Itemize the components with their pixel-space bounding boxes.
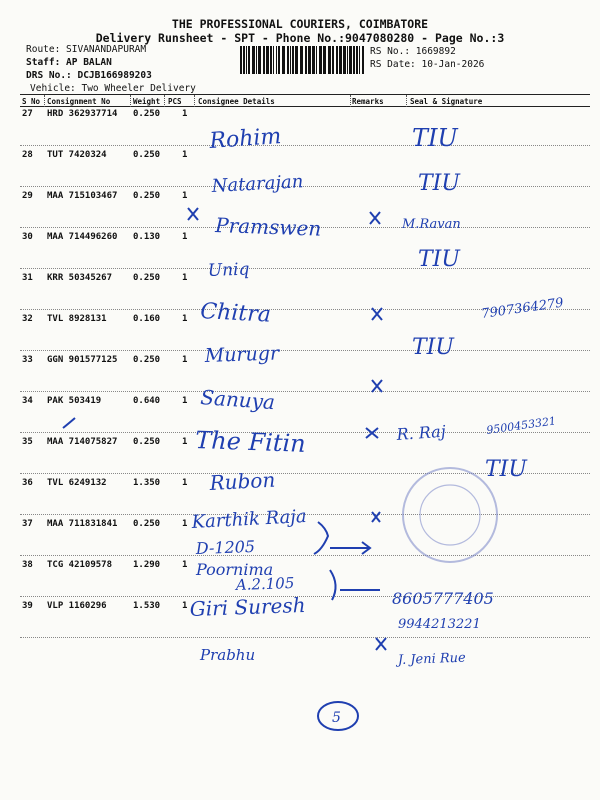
col-pcs: PCS [168, 97, 182, 106]
serial-number: 39 [22, 601, 33, 611]
handwritten-consignee-name: Sanuya [199, 385, 276, 415]
handwritten-signature-mark: R. Raj [395, 421, 447, 444]
handwritten-signature-mark: 7907364279 [480, 295, 565, 322]
handwritten-consignee-name: D-1205 [195, 536, 256, 558]
pcs-count: 1 [182, 314, 188, 324]
handwritten-consignee-name: Chitra [199, 299, 272, 328]
staff-label: Staff: AP BALAN [26, 57, 112, 68]
column-divider [406, 95, 407, 107]
consignment-number: MAA 714075827 [47, 437, 118, 447]
column-divider [164, 95, 165, 107]
rs-number: RS No.: 1669892 [370, 46, 456, 57]
weight-value: 0.250 [133, 519, 161, 529]
serial-number: 36 [22, 478, 33, 488]
serial-number: 38 [22, 560, 33, 570]
serial-number: 37 [22, 519, 33, 529]
col-consignment: Consignment No [47, 97, 111, 106]
pcs-count: 1 [182, 478, 188, 488]
handwritten-signature-mark: TIU [412, 124, 458, 152]
consignment-number: GGN 901577125 [47, 355, 118, 365]
consignment-number: TVL 6249132 [47, 478, 107, 488]
serial-number: 33 [22, 355, 33, 365]
consignment-number: VLP 1160296 [47, 601, 107, 611]
weight-value: 1.290 [133, 560, 161, 570]
weight-value: 0.640 [133, 396, 161, 406]
handwritten-consignee-name: Poornima [196, 560, 274, 579]
handwritten-consignee-name: Natarajan [211, 171, 304, 197]
handwritten-consignee-name: Uniq [207, 259, 250, 281]
rs-date: RS Date: 10-Jan-2026 [370, 59, 485, 70]
serial-number: 28 [22, 150, 33, 160]
weight-value: 0.250 [133, 109, 161, 119]
handwritten-consignee-name: Giri Suresh [189, 592, 306, 621]
company-stamp-seal [403, 468, 497, 562]
consignment-number: MAA 711831841 [47, 519, 118, 529]
pcs-count: 1 [182, 273, 188, 283]
handwritten-consignee-name: Karthik Raja [191, 506, 308, 533]
consignment-number: MAA 714496260 [47, 232, 118, 242]
weight-value: 0.250 [133, 150, 161, 160]
runsheet-subtitle: Delivery Runsheet - SPT - Phone No.:9047080280 - Page No.:3 [95, 31, 505, 45]
pcs-count: 1 [182, 355, 188, 365]
pcs-count: 1 [182, 560, 188, 570]
column-divider [44, 95, 45, 107]
serial-number: 31 [22, 273, 33, 283]
weight-value: 0.250 [133, 355, 161, 365]
handwritten-signature-mark: TIU [412, 335, 454, 360]
consignment-number: HRD 362937714 [47, 109, 118, 119]
consignment-number: TVL 8928131 [47, 314, 107, 324]
pcs-count: 1 [182, 232, 188, 242]
pcs-count: 1 [182, 396, 188, 406]
drs-number: DRS No.: DCJB166989203 [26, 70, 152, 81]
col-sno: S No [22, 97, 41, 106]
handwritten-consignee-name: The Fitin [194, 426, 307, 458]
weight-value: 0.250 [133, 191, 161, 201]
handwritten-consignee-name: Rohim [208, 124, 283, 154]
handwritten-signature-mark: TIU [418, 247, 460, 272]
company-title: THE PROFESSIONAL COURIERS, COIMBATORE [171, 17, 429, 31]
serial-number: 34 [22, 396, 33, 406]
handwritten-signature-mark: 8605777405 [392, 589, 494, 608]
route-label: Route: SIVANANDAPURAM [26, 44, 147, 55]
column-divider [194, 95, 195, 107]
consignment-number: MAA 715103467 [47, 191, 118, 201]
handwritten-consignee-name: Pramswen [214, 213, 322, 241]
serial-number: 29 [22, 191, 33, 201]
pcs-count: 1 [182, 191, 188, 201]
handwritten-consignee-name: Prabhu [200, 646, 256, 664]
pcs-count: 1 [182, 519, 188, 529]
handwritten-consignee-name: A.2.105 [235, 573, 295, 594]
serial-number: 32 [22, 314, 33, 324]
handwritten-signature-mark: J. Jeni Rue [397, 650, 466, 668]
handwritten-signature-mark: 9500453321 [485, 414, 557, 437]
weight-value: 0.160 [133, 314, 161, 324]
serial-number: 35 [22, 437, 33, 447]
col-weight: Weight [133, 97, 161, 106]
handwritten-signature-mark: 5 [332, 710, 341, 726]
weight-value: 0.250 [133, 437, 161, 447]
weight-value: 1.530 [133, 601, 161, 611]
consignment-number: KRR 50345267 [47, 273, 113, 283]
weight-value: 1.350 [133, 478, 161, 488]
consignment-number: TUT 7420324 [47, 150, 107, 160]
col-seal-signature: Seal & Signature [410, 97, 483, 106]
weight-value: 0.130 [133, 232, 161, 242]
handwritten-consignee-name: Rubon [209, 467, 276, 495]
pcs-count: 1 [182, 150, 188, 160]
handwritten-signature-mark: TIU [418, 171, 460, 196]
handwritten-signature-mark: TIU [485, 457, 527, 482]
consignment-number: TCG 42109578 [47, 560, 113, 570]
consignment-number: PAK 503419 [47, 396, 102, 406]
vehicle-label: Vehicle: Two Wheeler Delivery [30, 83, 196, 94]
col-remarks: Remarks [352, 97, 384, 106]
pcs-count: 1 [182, 109, 188, 119]
column-divider [130, 95, 131, 107]
handwritten-signature-mark: M.Ravan [402, 217, 461, 232]
serial-number: 27 [22, 109, 33, 119]
pcs-count: 1 [182, 437, 188, 447]
serial-number: 30 [22, 232, 33, 242]
col-consignee: Consignee Details [198, 97, 275, 106]
handwritten-signature-mark: 9944213221 [398, 617, 481, 632]
column-divider [350, 95, 351, 107]
weight-value: 0.250 [133, 273, 161, 283]
handwritten-consignee-name: Murugr [204, 342, 280, 367]
pcs-count: 1 [182, 601, 188, 611]
